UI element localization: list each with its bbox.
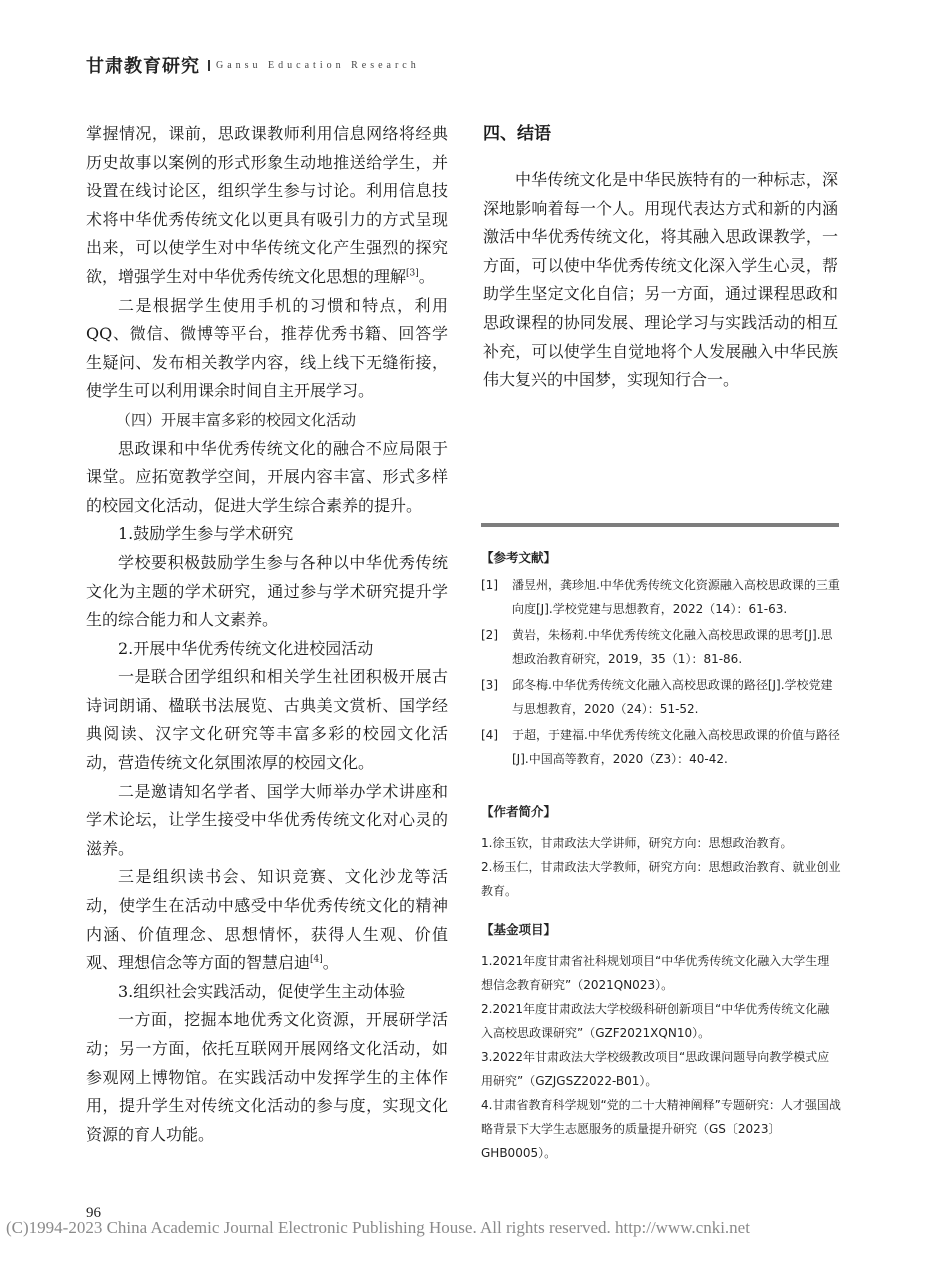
references-divider	[481, 523, 839, 527]
citation-marker: [3]	[406, 268, 419, 279]
author-bio-section	[481, 800, 841, 903]
reference-number: [2]	[481, 628, 498, 642]
reference-number: [3]	[481, 678, 498, 692]
journal-header	[86, 52, 420, 78]
author-bio-label: 【作者简介】	[481, 804, 557, 819]
reference-text: 黄岩，朱杨莉.中华优秀传统文化融入高校思政课的思考[J].思想政治教育研究，2019，35（1）：81-86.	[512, 628, 833, 666]
funding-item: 1.2021年度甘肃省社科规划项目“中华优秀传统文化融入大学生理想信念教育研究”（2021QN023）。	[481, 954, 830, 992]
paragraph-text: 掌握情况，课前，思政课教师利用信息网络将经典历史故事以案例的形式形象生动地推送给学生，并设置在线讨论区，组织学生参与讨论。利用信息技术将中华优秀传统文化以更具有吸引力的方式呈现出来，可以使学生对中华传统文化产生强烈的探究欲，增强学生对中华优秀传统文化思想的理解	[86, 124, 448, 286]
section-heading-conclusion: 四、结语	[483, 124, 551, 144]
body-paragraph	[86, 663, 448, 777]
body-paragraph	[86, 978, 448, 1007]
references-list	[481, 573, 841, 771]
reference-text: 邱冬梅.中华优秀传统文化融入高校思政课的路径[J].学校党建与思想教育，2020（24）：51-52.	[512, 678, 833, 716]
paragraph-tail: 。	[418, 266, 435, 286]
reference-item	[481, 623, 841, 671]
funding-section	[481, 918, 841, 1165]
funding-item: 3.2022年甘肃政法大学校级教改项目“思政课问题导向教学模式应用研究”（GZJGSZ2022-B01）。	[481, 1050, 830, 1088]
right-column	[483, 120, 838, 395]
subsection-heading	[86, 406, 448, 435]
reference-item	[481, 573, 841, 621]
body-paragraph	[86, 120, 448, 292]
funding-item: 2.2021年度甘肃政法大学校级科研创新项目“中华优秀传统文化融入高校思政课研究”（GZF2021XQN10）。	[481, 1002, 830, 1040]
body-paragraph	[86, 520, 448, 549]
reference-item	[481, 723, 841, 771]
journal-title-cn: 甘肃教育研究	[86, 56, 200, 77]
reference-number: [1]	[481, 578, 498, 592]
paragraph-text: 1.鼓励学生参与学术研究	[118, 524, 294, 544]
paragraph-text: 2.开展中华优秀传统文化进校园活动	[118, 638, 374, 658]
paragraph-text: 三是组织读书会、知识竞赛、文化沙龙等活动，使学生在活动中感受中华优秀传统文化的精神内涵、价值理念、思想情怀，获得人生观、价值观、理想信念等方面的智慧启迪	[86, 867, 448, 973]
body-paragraph	[86, 292, 448, 406]
body-paragraph	[86, 435, 448, 521]
paragraph-text: 3.组织社会实践活动，促使学生主动体验	[118, 981, 406, 1001]
reference-number: [4]	[481, 728, 498, 742]
body-paragraph	[86, 549, 448, 635]
citation-marker: [4]	[310, 954, 323, 965]
references-label: 【参考文献】	[481, 550, 557, 565]
paragraph-tail: 。	[322, 953, 339, 973]
copyright-notice: (C)1994-2023 China Academic Journal Electronic Publishing House. All rights reserved. http://www.cnki.net	[6, 1218, 750, 1237]
header-divider	[208, 60, 210, 71]
references-section	[481, 548, 841, 773]
paragraph-text: 一是联合团学组织和相关学生社团积极开展古诗词朗诵、楹联书法展览、古典美文赏析、国学经典阅读、汉字文化研究等丰富多彩的校园文化活动，营造传统文化氛围浓厚的校园文化。	[86, 667, 448, 773]
conclusion-paragraph: 中华传统文化是中华民族特有的一种标志，深深地影响着每一个人。用现代表达方式和新的内涵激活中华优秀传统文化，将其融入思政课教学，一方面，可以使中华优秀传统文化深入学生心灵，帮助学生坚定文化自信；另一方面，通过课程思政和思政课程的协同发展、理论学习与实践活动的相互补充，可以使学生自觉地将个人发展融入中华民族伟大复兴的中国梦，实现知行合一。	[483, 170, 838, 390]
left-column	[86, 120, 448, 1149]
body-paragraph	[86, 635, 448, 664]
paragraph-text: 二是邀请知名学者、国学大师举办学术讲座和学术论坛，让学生接受中华优秀传统文化对心灵的滋养。	[86, 781, 448, 858]
page-number: 96	[86, 1205, 101, 1221]
paragraph-text: 二是根据学生使用手机的习惯和特点，利用QQ、微信、微博等平台，推荐优秀书籍、回答学生疑问、发布相关教学内容，线上线下无缝衔接，使学生可以利用课余时间自主开展学习。	[86, 295, 448, 401]
body-paragraph	[86, 863, 448, 977]
body-paragraph	[86, 1006, 448, 1149]
reference-item	[481, 673, 841, 721]
reference-text: 潘昱州，龚珍旭.中华优秀传统文化资源融入高校思政课的三重向度[J].学校党建与思想教育，2022（14）：61-63.	[512, 578, 840, 616]
body-paragraph	[86, 778, 448, 864]
paragraph-text: （四）开展丰富多彩的校园文化活动	[116, 410, 357, 429]
paragraph-text: 思政课和中华优秀传统文化的融合不应局限于课堂。应拓宽教学空间，开展内容丰富、形式多样的校园文化活动，促进大学生综合素养的提升。	[86, 438, 448, 515]
journal-title-en: Gansu Education Research	[216, 59, 420, 71]
author-bio-item: 2.杨玉仁，甘肃政法大学教师，研究方向：思想政治教育、就业创业教育。	[481, 860, 841, 898]
paragraph-text: 学校要积极鼓励学生参与各种以中华优秀传统文化为主题的学术研究，通过参与学术研究提升学生的综合能力和人文素养。	[86, 552, 448, 630]
funding-label: 【基金项目】	[481, 922, 557, 937]
author-bio-item: 1.徐玉钦，甘肃政法大学讲师，研究方向：思想政治教育。	[481, 836, 793, 850]
reference-text: 于超，于建福.中华优秀传统文化融入高校思政课的价值与路径[J].中国高等教育，2020（Z3）：40-42.	[512, 728, 840, 766]
paragraph-text: 一方面，挖掘本地优秀文化资源，开展研学活动；另一方面，依托互联网开展网络文化活动，如参观网上博物馆。在实践活动中发挥学生的主体作用，提升学生对传统文化活动的参与度，实现文化资源的育人功能。	[86, 1010, 448, 1144]
funding-item: 4.甘肃省教育科学规划“党的二十大精神阐释”专题研究：人才强国战略背景下大学生志愿服务的质量提升研究（GS〔2023〕GHB0005）。	[481, 1098, 841, 1160]
